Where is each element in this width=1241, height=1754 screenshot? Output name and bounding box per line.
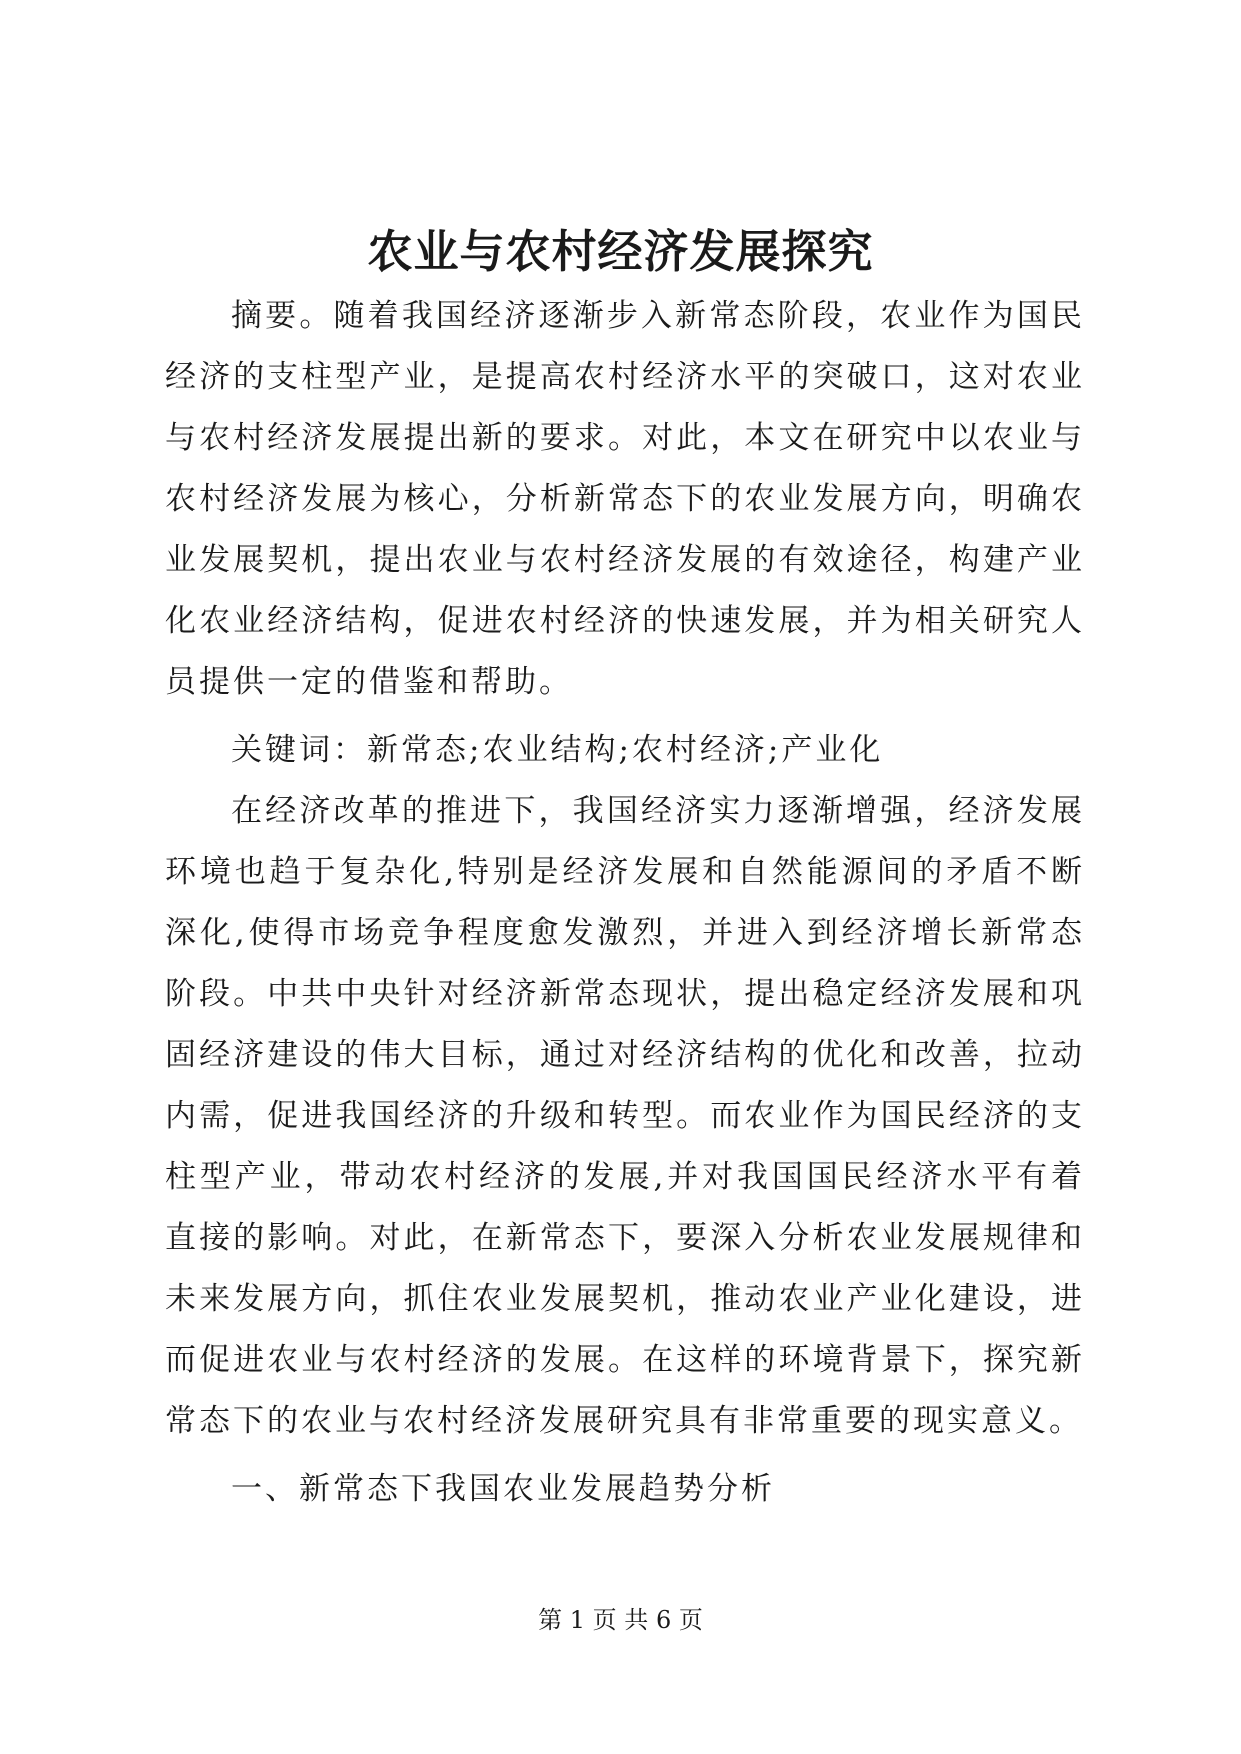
document-title: 农业与农村经济发展探究 xyxy=(367,225,874,278)
keywords-line: 关键词：新常态;农业结构;农村经济;产业化 xyxy=(231,732,884,768)
abstract-paragraph: 摘要。随着我国经济逐渐步入新常态阶段，农业作为国民经济的支柱型产业，是提高农村经济水平的突破口，这对农业与农村经济发展提出新的要求。对此，本文在研究中以农业与农村经济发展为核心，分析新常态下的农业发展方向，明确农业发展契机，提出农业与农村经济发展的有效途径，构建产业化农业经济结构，促进农村经济的快速发展，并为相关研究人员提供一定的借鉴和帮助。 xyxy=(165,298,1085,700)
intro-paragraph: 在经济改革的推进下，我国经济实力逐渐增强，经济发展环境也趋于复杂化,特别是经济发展和自然能源间的矛盾不断深化,使得市场竞争程度愈发激烈，并进入到经济增长新常态阶段。中共中央针对经济新常态现状，提出稳定经济发展和巩固经济建设的伟大目标，通过对经济结构的优化和改善，拉动内需，促进我国经济的升级和转型。而农业作为国民经济的支柱型产业，带动农村经济的发展,并对我国国民经济水平有着直接的影响。对此，在新常态下，要深入分析农业发展规律和未来发展方向，抓住农业发展契机，推动农业产业化建设，进而促进农业与农村经济的发展。在这样的环境背景下，探究新常态下的农业与农村经济发展研究具有非常重要的现实意义。 xyxy=(165,793,1085,1439)
section-heading: 一、新常态下我国农业发展趋势分析 xyxy=(231,1471,775,1507)
document-body xyxy=(165,286,1085,1520)
page-footer: 第 1 页 共 6 页 xyxy=(538,1606,703,1634)
